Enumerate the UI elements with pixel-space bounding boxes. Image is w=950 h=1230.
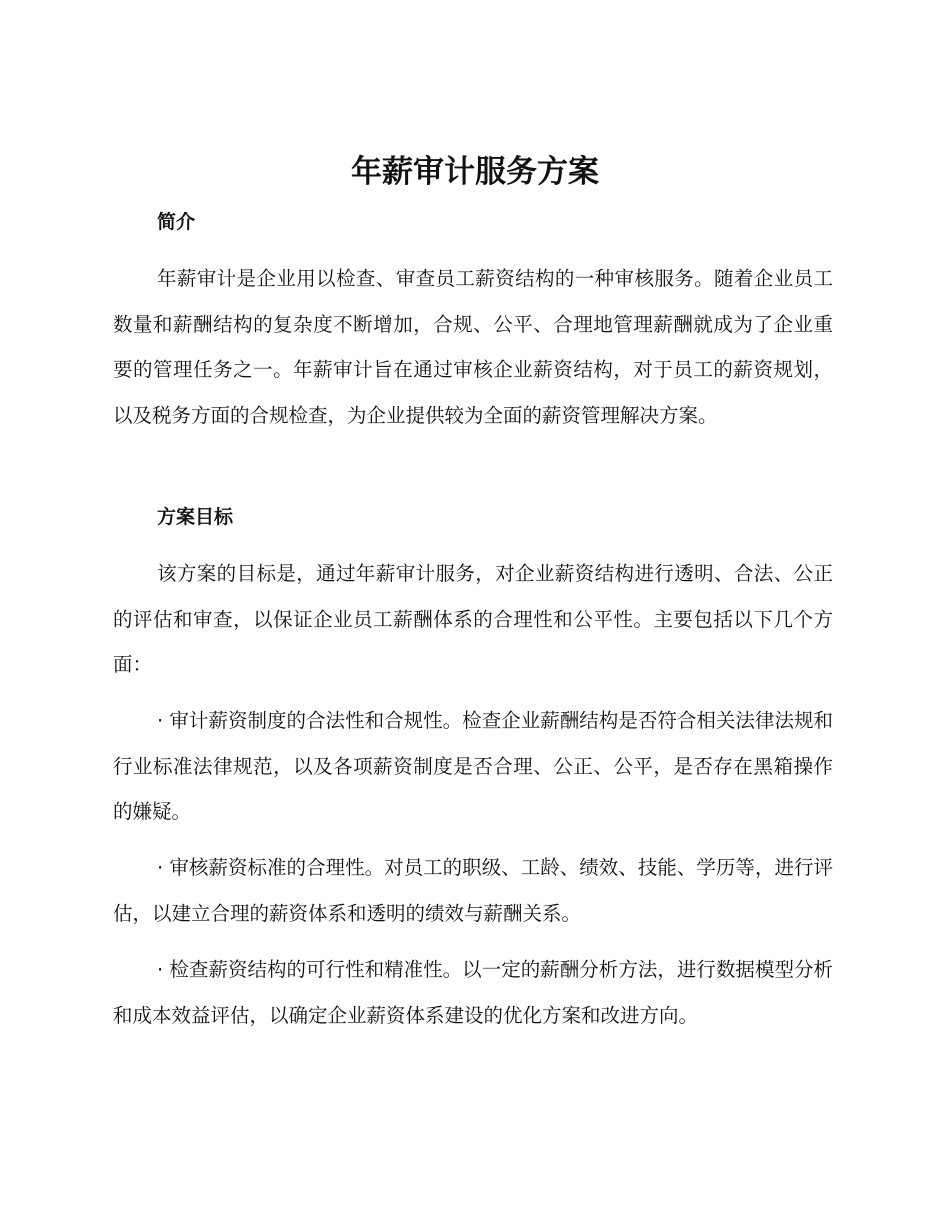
section-heading-goals: 方案目标 xyxy=(157,506,234,528)
intro-paragraph: 年薪审计是企业用以检查、审查员工薪资结构的一种审核服务。随着企业员工数量和薪酬结构的复杂度不断增加，合规、公平、合理地管理薪酬就成为了企业重要的管理任务之一。年薪审计旨在通过审核企业薪资结构，对于员工的薪资规划，以及税务方面的合规检查，为企业提供较为全面的薪资管理解决方案。 xyxy=(113,267,833,427)
goal-item-structure: · 检查薪资结构的可行性和精准性。以一定的薪酬分析方法，进行数据模型分析和成本效益评估，以确定企业薪资体系建设的优化方案和改进方向。 xyxy=(113,958,833,1027)
section-heading-intro: 简介 xyxy=(157,211,196,233)
document-title: 年薪审计服务方案 xyxy=(351,154,599,190)
goal-item-legality: · 审计薪资制度的合法性和合规性。检查企业薪酬结构是否符合相关法律法规和行业标准法律规范，以及各项薪资制度是否合理、公正、公平，是否存在黑箱操作的嫌疑。 xyxy=(113,709,833,823)
goal-item-standards: · 审核薪资标准的合理性。对员工的职级、工龄、绩效、技能、学历等，进行评估，以建立合理的薪资体系和透明的绩效与薪酬关系。 xyxy=(113,856,833,925)
goals-paragraph: 该方案的目标是，通过年薪审计服务，对企业薪资结构进行透明、合法、公正的评估和审查，以保证企业员工薪酬体系的合理性和公平性。主要包括以下几个方面： xyxy=(113,562,833,676)
